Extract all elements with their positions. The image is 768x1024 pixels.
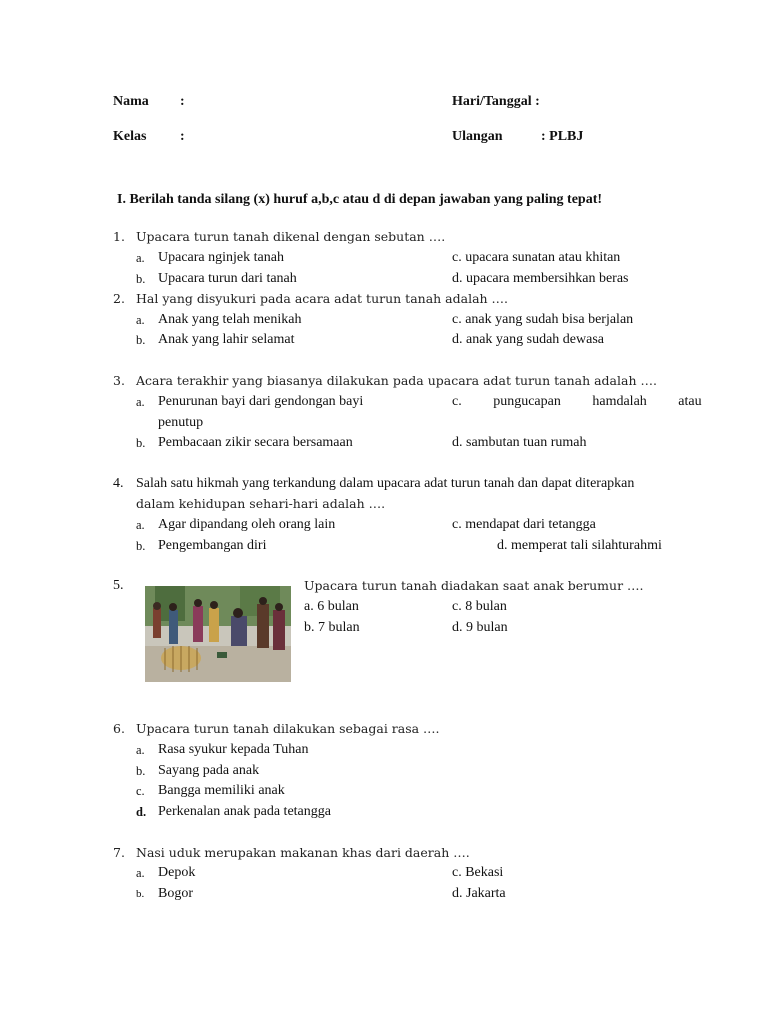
question-text: Salah satu hikmah yang terkandung dalam upacara adat turun tanah dan dapat diterapkan [136, 476, 635, 491]
option-text: Pembacaan zikir secara bersamaan [158, 435, 353, 450]
option-text: c. mendapat dari tetangga [452, 517, 596, 532]
question-text: Upacara turun tanah dikenal dengan sebutan …. [136, 229, 446, 244]
option-text: Bogor [158, 886, 193, 901]
question-number: 2. [113, 291, 125, 306]
option-text: c. 8 bulan [452, 599, 507, 614]
option-letter: b. [136, 333, 146, 347]
option-letter: b. [136, 272, 146, 286]
option-letter: b. [136, 888, 145, 900]
option-text: Agar dipandang oleh orang lain [158, 517, 336, 532]
option-letter: a. [136, 743, 145, 757]
hari-tanggal-label: Hari/Tanggal : [452, 94, 540, 109]
option-text: d. sambutan tuan rumah [452, 435, 587, 450]
option-text: d. anak yang sudah dewasa [452, 332, 605, 347]
option-letter: d. [136, 805, 147, 819]
option-text: Sayang pada anak [158, 763, 260, 778]
question-number: 3. [113, 373, 125, 388]
option-letter: a. [136, 518, 145, 532]
question-number: 5. [113, 578, 124, 593]
option-text: c. anak yang sudah bisa berjalan [452, 312, 634, 327]
option-text: Penurunan bayi dari gendongan bayi [158, 394, 364, 409]
option-text: c. upacara sunatan atau khitan [452, 250, 621, 265]
question-text: Acara terakhir yang biasanya dilakukan pada upacara adat turun tanah adalah …. [136, 373, 657, 388]
option-letter: b. [136, 764, 146, 778]
option-text: Anak yang telah menikah [158, 312, 302, 327]
kelas-colon: : [180, 129, 185, 144]
question-text: Upacara turun tanah diadakan saat anak berumur …. [304, 578, 644, 593]
ulangan-value: : PLBJ [541, 129, 584, 144]
option-letter: a. [136, 251, 145, 265]
kelas-label: Kelas [113, 129, 147, 144]
option-letter: a. [136, 313, 145, 327]
option-text: Upacara turun dari tanah [158, 271, 297, 286]
option-text: d. Jakarta [452, 886, 506, 901]
option-text: Upacara nginjek tanah [158, 250, 284, 265]
question-text: Nasi uduk merupakan makanan khas dari daerah …. [136, 845, 470, 860]
nama-label: Nama [113, 94, 149, 109]
option-text: Depok [158, 865, 196, 880]
option-text: a. 6 bulan [304, 599, 359, 614]
option-text: d. memperat tali silahturahmi [497, 538, 662, 553]
option-text: c. pungucapan hamdalah atau [452, 394, 702, 409]
option-text: Bangga memiliki anak [158, 783, 285, 798]
option-text: b. 7 bulan [304, 620, 360, 635]
question-number: 7. [113, 845, 125, 860]
question-text-continued: dalam kehidupan sehari-hari adalah …. [136, 496, 386, 511]
option-letter: b. [136, 539, 146, 553]
option-text: Anak yang lahir selamat [158, 332, 295, 347]
ulangan-label: Ulangan [452, 129, 503, 144]
option-letter: b. [136, 436, 146, 450]
option-text: d. upacara membersihkan beras [452, 271, 629, 286]
ceremony-photo [145, 586, 291, 682]
option-text: c. Bekasi [452, 865, 504, 880]
question-number: 1. [113, 229, 125, 244]
question-text: Upacara turun tanah dilakukan sebagai rasa …. [136, 721, 440, 736]
question-number: 4. [113, 476, 124, 491]
option-text-continued: penutup [158, 415, 204, 430]
option-letter: c. [136, 784, 145, 798]
question-number: 6. [113, 721, 125, 736]
option-letter: a. [136, 395, 145, 409]
option-text: Pengembangan diri [158, 538, 267, 553]
instruction-heading: I. Berilah tanda silang (x) huruf a,b,c atau d di depan jawaban yang paling tepat! [117, 192, 603, 207]
option-text: Rasa syukur kepada Tuhan [158, 742, 309, 757]
option-letter: a. [136, 866, 145, 880]
question-text: Hal yang disyukuri pada acara adat turun tanah adalah …. [136, 291, 509, 306]
option-text: Perkenalan anak pada tetangga [158, 804, 331, 819]
option-text: d. 9 bulan [452, 620, 508, 635]
nama-colon: : [180, 94, 185, 109]
